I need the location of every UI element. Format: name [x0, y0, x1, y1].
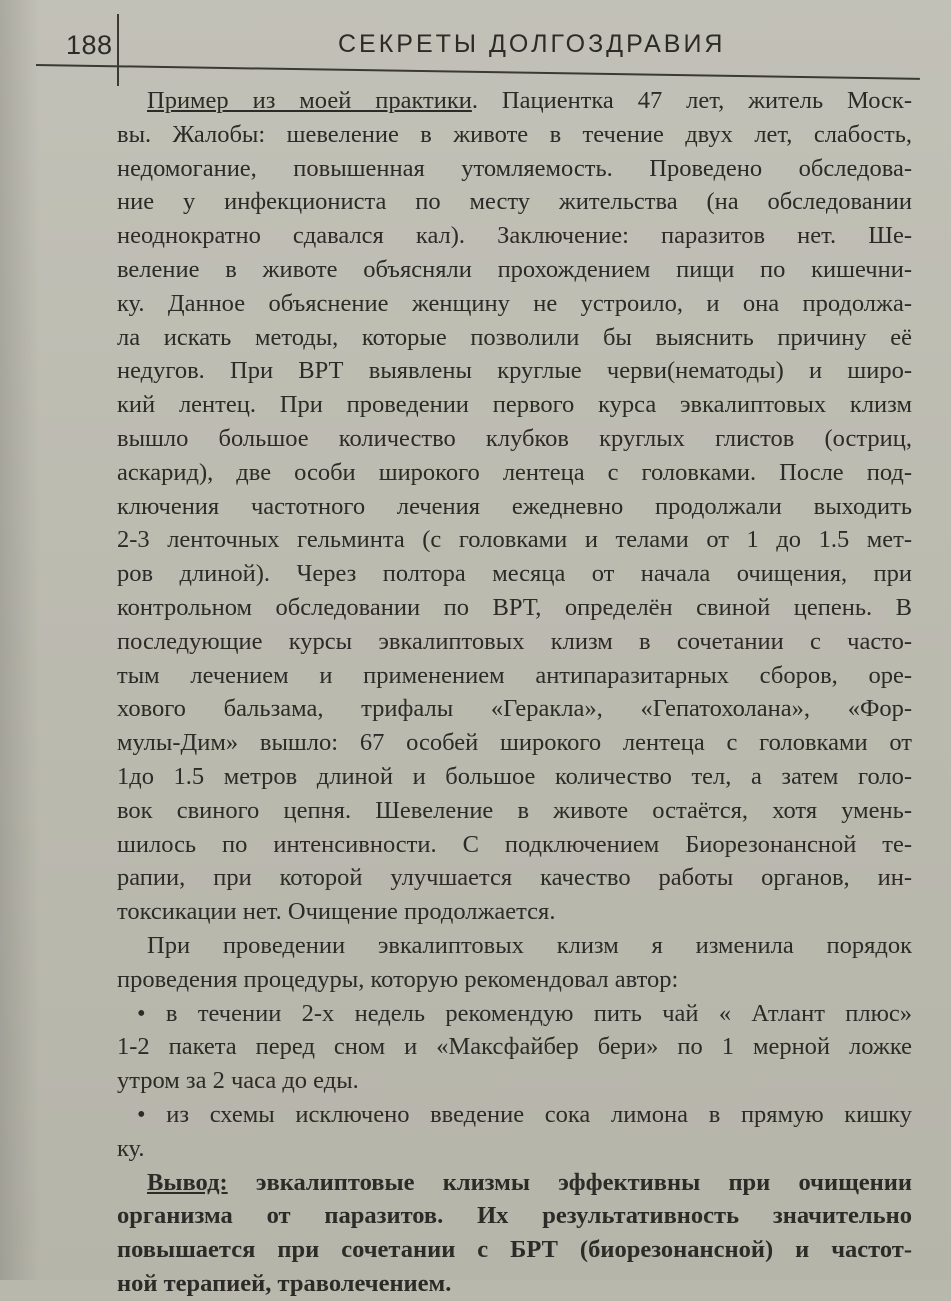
page-number: 188: [66, 30, 113, 60]
paragraph-1-line: контрольном обследовании по ВРТ, определён свиной цепень. В: [117, 593, 912, 621]
paragraph-1-line: мулы-Дим» вышло: 67 особей широкого лентеца с головками от: [117, 729, 912, 757]
bullet-item-line: ку.: [117, 1134, 145, 1162]
paragraph-1-line: Пример из моей практики. Пациентка 47 лет, житель Моск-: [147, 87, 912, 114]
page-shadow: [0, 0, 40, 1280]
bullet-item-line: • из схемы исключено введение сока лимона в прямую кишку: [137, 1100, 912, 1128]
paragraph-1-line: тым лечением и применением антипаразитарных сборов, оре-: [117, 661, 912, 689]
paragraph-1-line: 2-3 ленточных гельминта (с головками и телами от 1 до 1.5 мет-: [117, 526, 912, 554]
paragraph-1-line: 1до 1.5 метров длиной и большое количество тел, а затем голо-: [117, 762, 912, 790]
paragraph-1-line: шилось по интенсивности. С подключением Биорезонансной те-: [117, 830, 912, 858]
conclusion-line: ной терапией, траволечением.: [117, 1269, 452, 1297]
paragraph-1-line: токсикации нет. Очищение продолжается.: [117, 898, 556, 926]
paragraph-1-line: веление в животе объясняли прохождением пищи по кишечни-: [117, 255, 912, 283]
paragraph-1-line: ку. Данное объяснение женщину не устроило, и она продолжа-: [117, 289, 912, 317]
header-horizontal-rule: [36, 64, 920, 80]
paragraph-1-line: ла искать методы, которые позволили бы выяснить причину её: [117, 323, 912, 351]
paragraph-1-line: неоднократно сдавался кал). Заключение: паразитов нет. Ше-: [117, 222, 912, 250]
example-heading: Пример из моей практики: [147, 87, 472, 114]
bullet-item-line: утром за 2 часа до еды.: [117, 1067, 359, 1095]
paragraph-1-line: ние у инфекциониста по месту жительства (на обследовании: [117, 188, 912, 216]
conclusion-line: Вывод: эвкалиптовые клизмы эффективны при очищении: [147, 1168, 912, 1196]
paragraph-1-line: кий лентец. При проведении первого курса эвкалиптовых клизм: [117, 391, 912, 419]
paragraph-1-line: вы. Жалобы: шевеление в животе в течение двух лет, слабость,: [117, 120, 912, 148]
paragraph-1-line: последующие курсы эвкалиптовых клизм в сочетании с часто-: [117, 627, 912, 655]
paragraph-2-line: проведения процедуры, которую рекомендовал автор:: [117, 965, 679, 993]
bullet-icon: •: [137, 1100, 146, 1128]
paragraph-1-line: вышло большое количество клубков круглых глистов (остриц,: [117, 424, 912, 452]
body-text: [117, 84, 912, 1301]
running-header-title: СЕКРЕТЫ ДОЛГОЗДРАВИЯ: [338, 30, 726, 58]
paragraph-1-line: хового бальзама, трифалы «Геракла», «Гепатохолана», «Фор-: [117, 695, 912, 723]
bullet-item-line: • в течении 2-х недель рекомендую пить чай « Атлант плюс»: [137, 999, 913, 1027]
paragraph-1-line: вок свиного цепня. Шевеление в животе остаётся, хотя умень-: [117, 796, 912, 824]
conclusion-heading: Вывод:: [147, 1168, 228, 1196]
paragraph-1-line: ключения частотного лечения ежедневно продолжали выходить: [117, 492, 912, 520]
bullet-icon: •: [137, 999, 146, 1027]
paragraph-1-line: ров длиной). Через полтора месяца от начала очищения, при: [117, 560, 912, 588]
conclusion-line: организма от паразитов. Их результативность значительно: [117, 1202, 912, 1230]
paragraph-1-line: недомогание, повышенная утомляемость. Проведено обследова-: [117, 154, 912, 182]
paragraph-2-line: При проведении эвкалиптовых клизм я изменила порядок: [147, 931, 912, 959]
paragraph-1-line: рапии, при которой улучшается качество работы органов, ин-: [117, 864, 912, 892]
paragraph-1-line: недугов. При ВРТ выявлены круглые черви(нематоды) и широ-: [117, 357, 912, 385]
header-vertical-rule: [117, 14, 119, 86]
conclusion-line: повышается при сочетании с БРТ (биорезонансной) и частот-: [117, 1236, 912, 1264]
paragraph-1-line: аскарид), две особи широкого лентеца с головками. После под-: [117, 458, 912, 486]
bullet-item-line: 1-2 пакета перед сном и «Максфайбер бери» по 1 мерной ложке: [117, 1033, 912, 1061]
